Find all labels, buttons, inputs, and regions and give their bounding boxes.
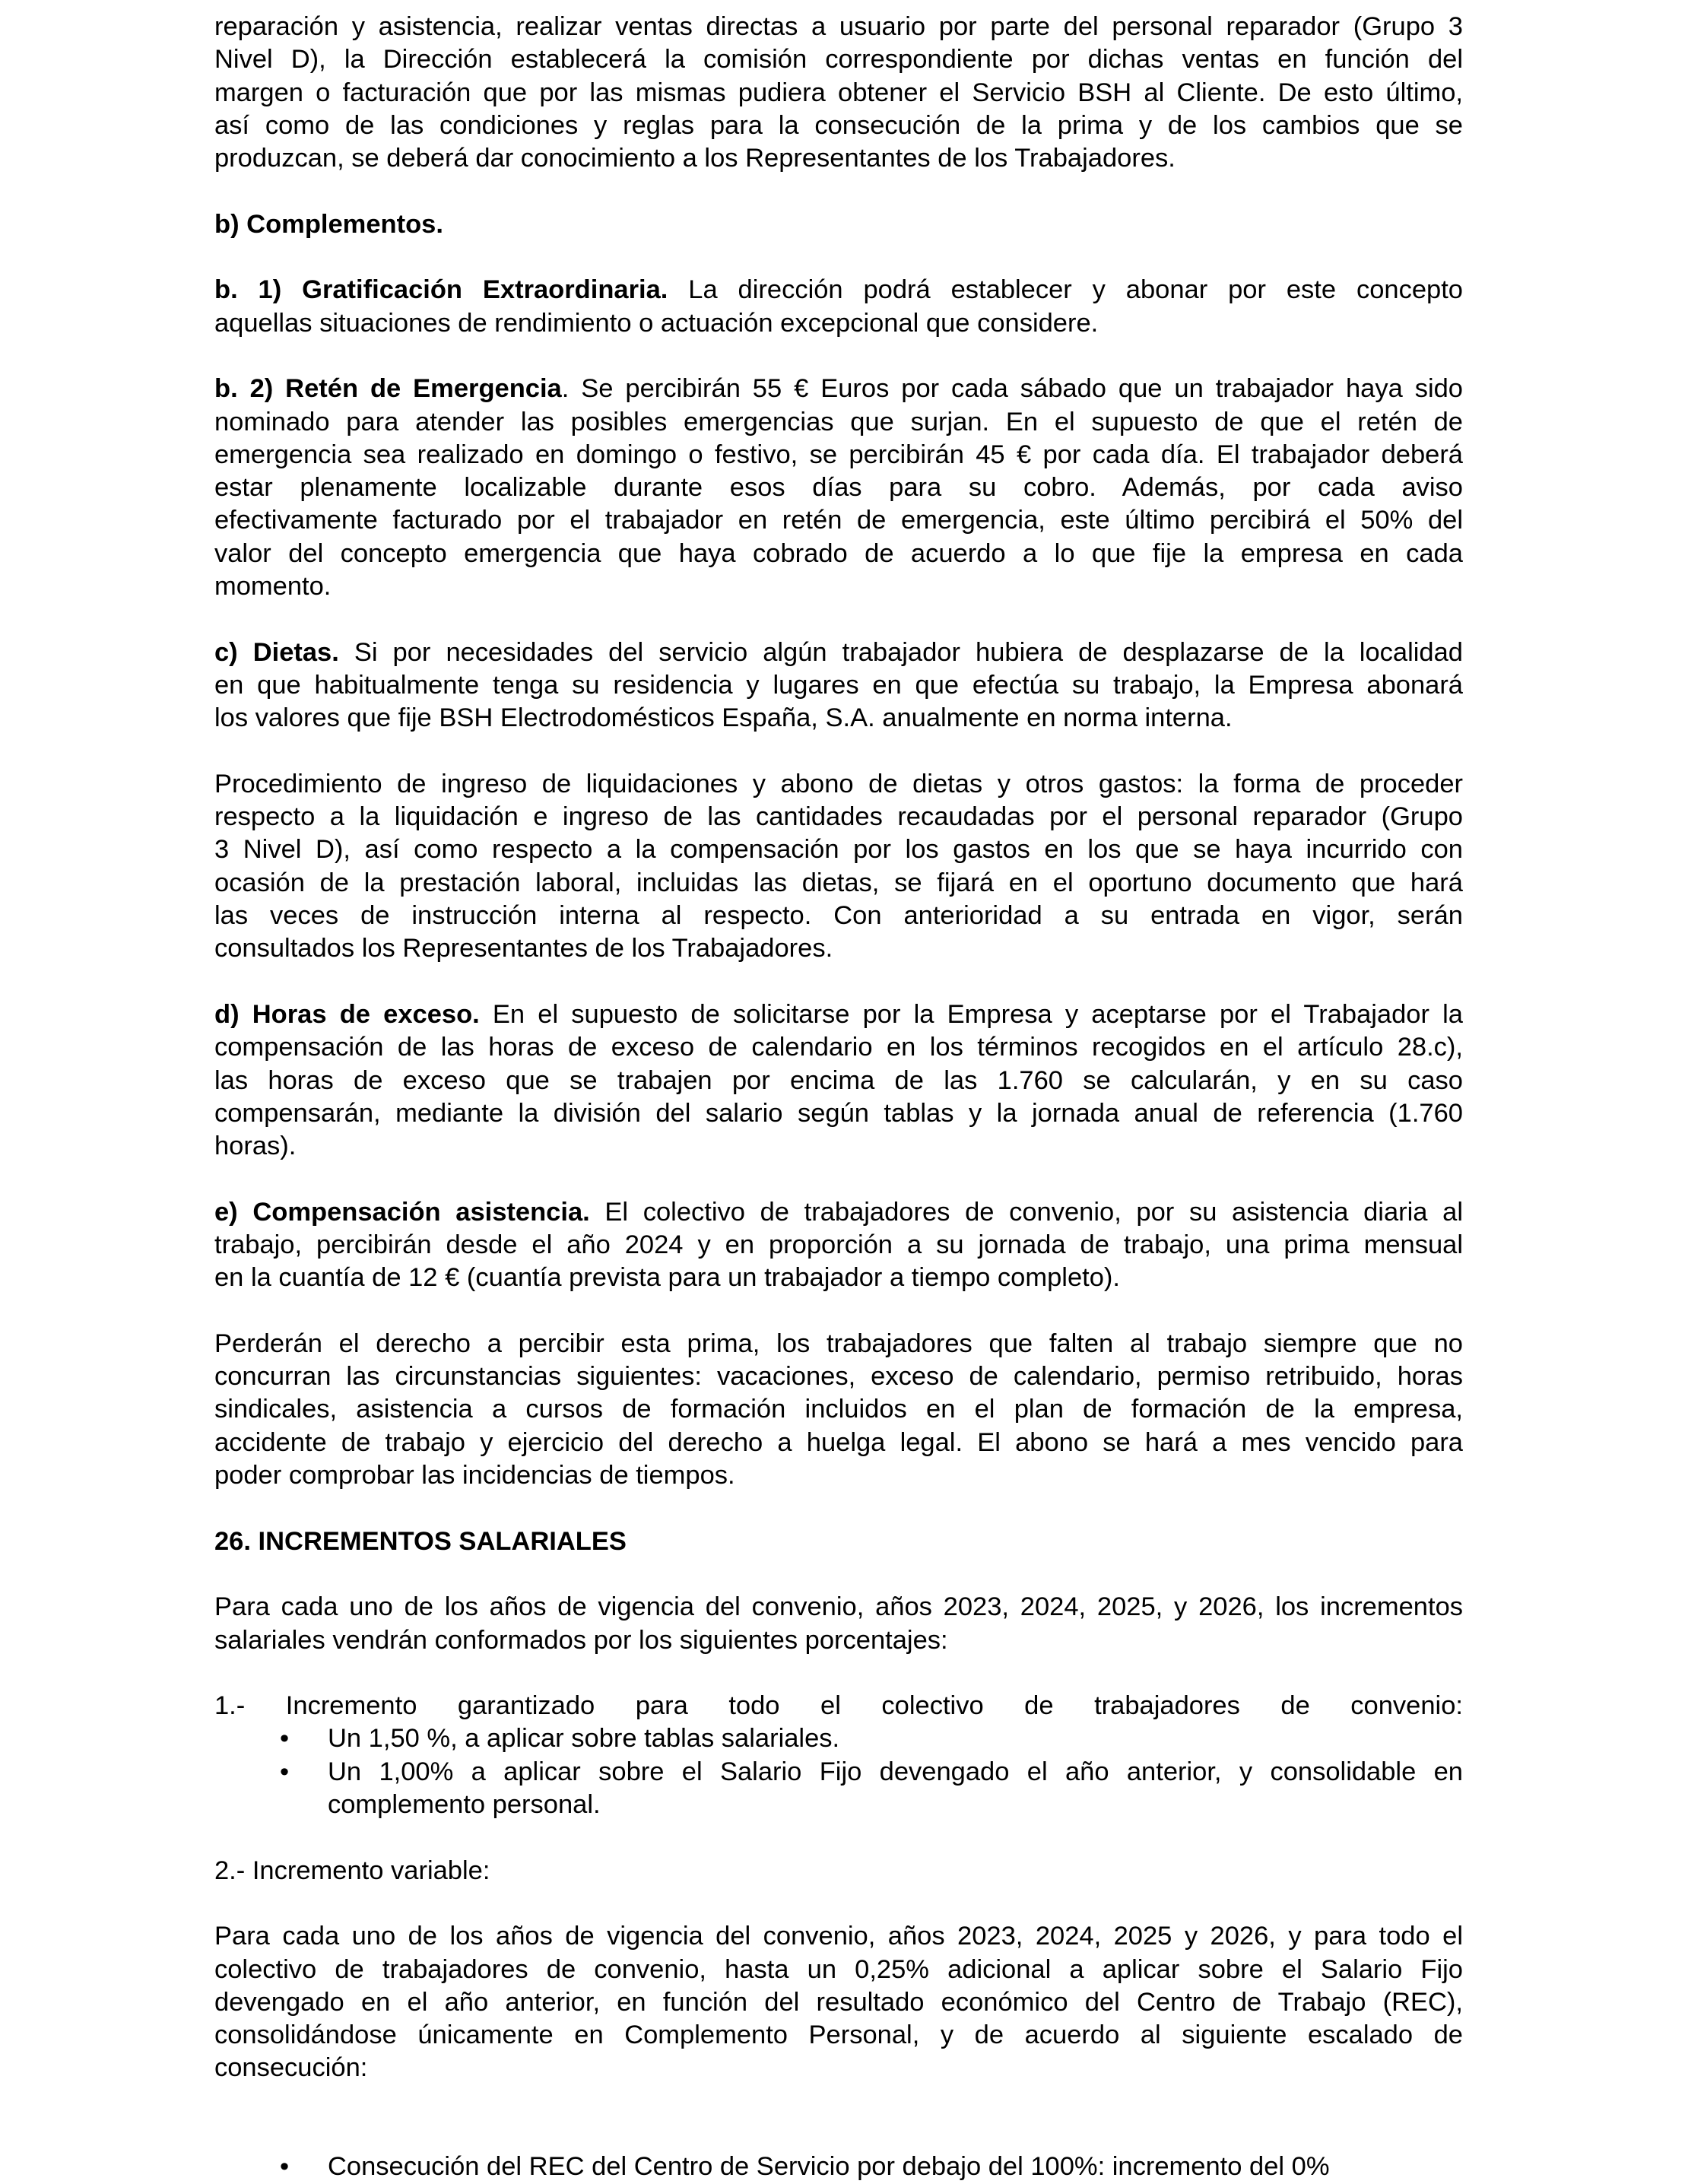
body-text: compensación de las horas de exceso de calendario en los términos recogidos en el artículo 28.c),	[214, 1033, 1463, 1062]
body-text: sindicales, asistencia a cursos de formación incluidos en el plan de formación de la empresa,	[214, 1395, 1463, 1424]
body-text: salariales vendrán conformados por los siguientes porcentajes:	[214, 1625, 948, 1655]
paragraph	[214, 1196, 1463, 1295]
paragraph	[214, 1328, 1463, 1492]
paragraph	[214, 11, 1463, 175]
body-text: Consecución del REC del Centro de Servicio por debajo del 100%: incremento del 0%	[328, 2152, 1330, 2182]
text-line	[214, 1360, 1463, 1393]
text-line	[214, 504, 1463, 537]
paragraph	[214, 2151, 1463, 2183]
bullet-item	[214, 1722, 1463, 1755]
text-line	[214, 801, 1463, 833]
text-line	[214, 439, 1463, 471]
body-text: ocasión de la prestación laboral, incluidas las dietas, se fijará en el oportuno documento que hará	[214, 868, 1463, 897]
body-text: compensarán, mediante la división del salario según tablas y la jornada anual de referencia (1.760	[214, 1098, 1463, 1128]
bullet-item	[214, 2151, 1463, 2183]
section-heading	[214, 208, 1463, 241]
bold-heading-text: 26. INCREMENTOS SALARIALES	[214, 1526, 627, 1556]
paragraph-spacer	[214, 1657, 1463, 1690]
text-line	[214, 208, 1463, 241]
paragraph	[214, 998, 1463, 1163]
paragraph-spacer	[214, 603, 1463, 636]
text-line	[214, 406, 1463, 439]
body-text: en la cuantía de 12 € (cuantía prevista para un trabajador a tiempo completo).	[214, 1263, 1120, 1293]
paragraph	[214, 636, 1463, 735]
text-line	[214, 1789, 1463, 1821]
text-line	[214, 1229, 1463, 1262]
text-line	[214, 1920, 1463, 1953]
text-line	[214, 702, 1463, 735]
text-line	[214, 669, 1463, 702]
body-text: Nivel D), la Dirección establecerá la comisión correspondiente por dichas ventas en función del	[214, 45, 1463, 75]
text-line	[214, 1986, 1463, 2019]
body-text: Si por necesidades del servicio algún trabajador hubiera de desplazarse de la localidad	[338, 637, 1463, 667]
paragraph	[214, 1920, 1463, 2084]
body-text: Procedimiento de ingreso de liquidaciones y abono de dietas y otros gastos: la forma de proceder	[214, 769, 1463, 798]
text-line	[214, 1624, 1463, 1657]
paragraph-spacer	[214, 966, 1463, 998]
text-line	[214, 636, 1463, 669]
body-text: estar plenamente localizable durante esos días para su cobro. Además, por cada aviso	[214, 473, 1463, 503]
paragraph	[214, 768, 1463, 966]
text-line	[214, 1855, 1463, 1887]
paragraph	[214, 373, 1463, 603]
body-text: 3 Nivel D), así como respecto a la compensación por los gastos en los que se haya incurrido con	[214, 835, 1463, 865]
body-text: nominado para atender las posibles emergencias que surjan. En el supuesto de que el retén de	[214, 407, 1463, 436]
body-text: valor del concepto emergencia que haya cobrado de acuerdo a lo que fije la empresa en cada	[214, 538, 1463, 568]
text-line	[214, 471, 1463, 504]
bold-heading-text: b) Complementos.	[214, 209, 443, 239]
paragraph-spacer	[214, 735, 1463, 768]
bullet-icon: •	[280, 1724, 290, 1754]
body-text: poder comprobar las incidencias de tiempos.	[214, 1461, 735, 1490]
text-line	[214, 1328, 1463, 1360]
text-line	[214, 1954, 1463, 1986]
text-line	[214, 867, 1463, 900]
bold-heading-text: c) Dietas.	[214, 637, 339, 667]
text-line	[214, 570, 1463, 603]
paragraph-spacer	[214, 241, 1463, 274]
text-line	[214, 1427, 1463, 1459]
text-line	[214, 998, 1463, 1031]
body-text: concurran las circunstancias siguientes: vacaciones, exceso de calendario, permiso retribuido, horas	[214, 1362, 1463, 1392]
body-text: las horas de exceso que se trabajen por encima de las 1.760 se calcularán, y en su caso	[214, 1065, 1463, 1095]
text-line	[214, 307, 1463, 340]
paragraph	[214, 274, 1463, 340]
text-line	[214, 1065, 1463, 1097]
body-text: produzcan, se deberá dar conocimiento a los Representantes de los Trabajadores.	[214, 144, 1176, 173]
text-line	[214, 43, 1463, 76]
document-page	[214, 11, 1463, 2184]
text-line	[214, 2019, 1463, 2052]
text-line	[214, 11, 1463, 43]
paragraph-spacer	[214, 1821, 1463, 1854]
text-line	[214, 1690, 1463, 1722]
body-text: complemento personal.	[328, 1790, 601, 1820]
body-text: aquellas situaciones de rendimiento o actuación excepcional que considere.	[214, 308, 1099, 338]
body-text: devengado en el año anterior, en función del resultado económico del Centro de Trabajo (REC),	[214, 1987, 1463, 2017]
body-text: Para cada uno de los años de vigencia del convenio, años 2023, 2024, 2025, y 2026, los incrementos	[214, 1592, 1463, 1622]
text-line	[214, 110, 1463, 142]
paragraph-spacer	[214, 2118, 1463, 2151]
bullet-icon: •	[280, 1757, 290, 1786]
paragraph-spacer	[214, 175, 1463, 208]
text-line	[214, 77, 1463, 110]
body-text: consecución:	[214, 2053, 368, 2083]
body-text: Un 1,00% a aplicar sobre el Salario Fijo devengado el año anterior, y consolidable en	[328, 1757, 1463, 1786]
paragraph-spacer	[214, 1163, 1463, 1195]
body-text: Perderán el derecho a percibir esta prima, los trabajadores que falten al trabajo siempre que no	[214, 1328, 1463, 1358]
text-line	[214, 1591, 1463, 1624]
body-text: emergencia sea realizado en domingo o festivo, se percibirán 45 € por cada día. El trabajador deberá	[214, 440, 1463, 469]
body-text: accidente de trabajo y ejercicio del derecho a huelga legal. El abono se hará a mes vencido para	[214, 1427, 1463, 1457]
text-line	[214, 1525, 1463, 1558]
paragraph-spacer	[214, 1295, 1463, 1328]
paragraph-spacer	[214, 1887, 1463, 1920]
body-text: en que habitualmente tenga su residencia y lugares en que efectúa su trabajo, la Empresa abonará	[214, 670, 1463, 700]
text-line	[214, 274, 1463, 306]
text-line	[214, 1130, 1463, 1163]
body-text: El colectivo de trabajadores de convenio, por su asistencia diaria al	[589, 1197, 1463, 1227]
paragraph-spacer	[214, 1558, 1463, 1591]
body-text: así como de las condiciones y reglas para la consecución de la prima y de los cambios que se	[214, 110, 1463, 140]
paragraph	[214, 1855, 1463, 1887]
text-line	[214, 1459, 1463, 1492]
bold-heading-text: b. 2) Retén de Emergencia	[214, 374, 562, 404]
text-line	[214, 1031, 1463, 1064]
text-line	[214, 768, 1463, 801]
body-text: 1.- Incremento garantizado para todo el colectivo de trabajadores de convenio:	[214, 1691, 1463, 1721]
bold-heading-text: d) Horas de exceso.	[214, 999, 480, 1029]
bold-heading-text: e) Compensación asistencia.	[214, 1197, 590, 1227]
bold-heading-text: b. 1) Gratificación Extraordinaria.	[214, 275, 668, 305]
text-line	[214, 373, 1463, 405]
body-text: Un 1,50 %, a aplicar sobre tablas salariales.	[328, 1724, 840, 1754]
text-line	[214, 142, 1463, 175]
text-line	[214, 833, 1463, 866]
body-text: horas).	[214, 1132, 297, 1161]
body-text: momento.	[214, 572, 332, 602]
body-text: respecto a la liquidación e ingreso de las cantidades recaudadas por el personal reparador (Grupo	[214, 802, 1463, 832]
body-text: reparación y asistencia, realizar ventas directas a usuario por parte del personal reparador (Grupo 3	[214, 12, 1463, 41]
bullet-icon: •	[280, 2152, 290, 2182]
body-text: las veces de instrucción interna al respecto. Con anterioridad a su entrada en vigor, serán	[214, 901, 1463, 931]
paragraph-spacer	[214, 340, 1463, 373]
paragraph	[214, 1591, 1463, 1657]
body-text: colectivo de trabajadores de convenio, hasta un 0,25% adicional a aplicar sobre el Salario Fijo	[214, 1954, 1463, 1984]
text-line	[214, 538, 1463, 570]
body-text: efectivamente facturado por el trabajador en retén de emergencia, este último percibirá el 50% del	[214, 506, 1463, 535]
paragraph-spacer	[214, 1492, 1463, 1525]
body-text: La dirección podrá establecer y abonar por este concepto	[668, 275, 1463, 305]
body-text: Para cada uno de los años de vigencia del convenio, años 2023, 2024, 2025 y 2026, y para todo el	[214, 1922, 1463, 1951]
text-line	[214, 932, 1463, 965]
body-text: 2.- Incremento variable:	[214, 1855, 490, 1885]
body-text: trabajo, percibirán desde el año 2024 y en proporción a su jornada de trabajo, una prima mensual	[214, 1230, 1463, 1259]
text-line	[214, 1196, 1463, 1229]
section-heading	[214, 1525, 1463, 1558]
paragraph-spacer	[214, 2085, 1463, 2118]
body-text: . Se percibirán 55 € Euros por cada sábado que un trabajador haya sido	[561, 374, 1463, 404]
paragraph	[214, 1690, 1463, 1821]
text-line	[214, 1393, 1463, 1426]
bullet-item	[214, 1756, 1463, 1789]
body-text: consolidándose únicamente en Complemento Personal, y de acuerdo al siguiente escalado de	[214, 2021, 1463, 2050]
body-text: consultados los Representantes de los Trabajadores.	[214, 934, 833, 963]
text-line	[214, 1262, 1463, 1294]
body-text: los valores que fije BSH Electrodomésticos España, S.A. anualmente en norma interna.	[214, 703, 1233, 733]
body-text: margen o facturación que por las mismas pudiera obtener el Servicio BSH al Cliente. De esto último,	[214, 78, 1463, 107]
text-line	[214, 1097, 1463, 1130]
text-line	[214, 900, 1463, 932]
body-text: En el supuesto de solicitarse por la Empresa y aceptarse por el Trabajador la	[479, 999, 1463, 1029]
text-line	[214, 2052, 1463, 2084]
